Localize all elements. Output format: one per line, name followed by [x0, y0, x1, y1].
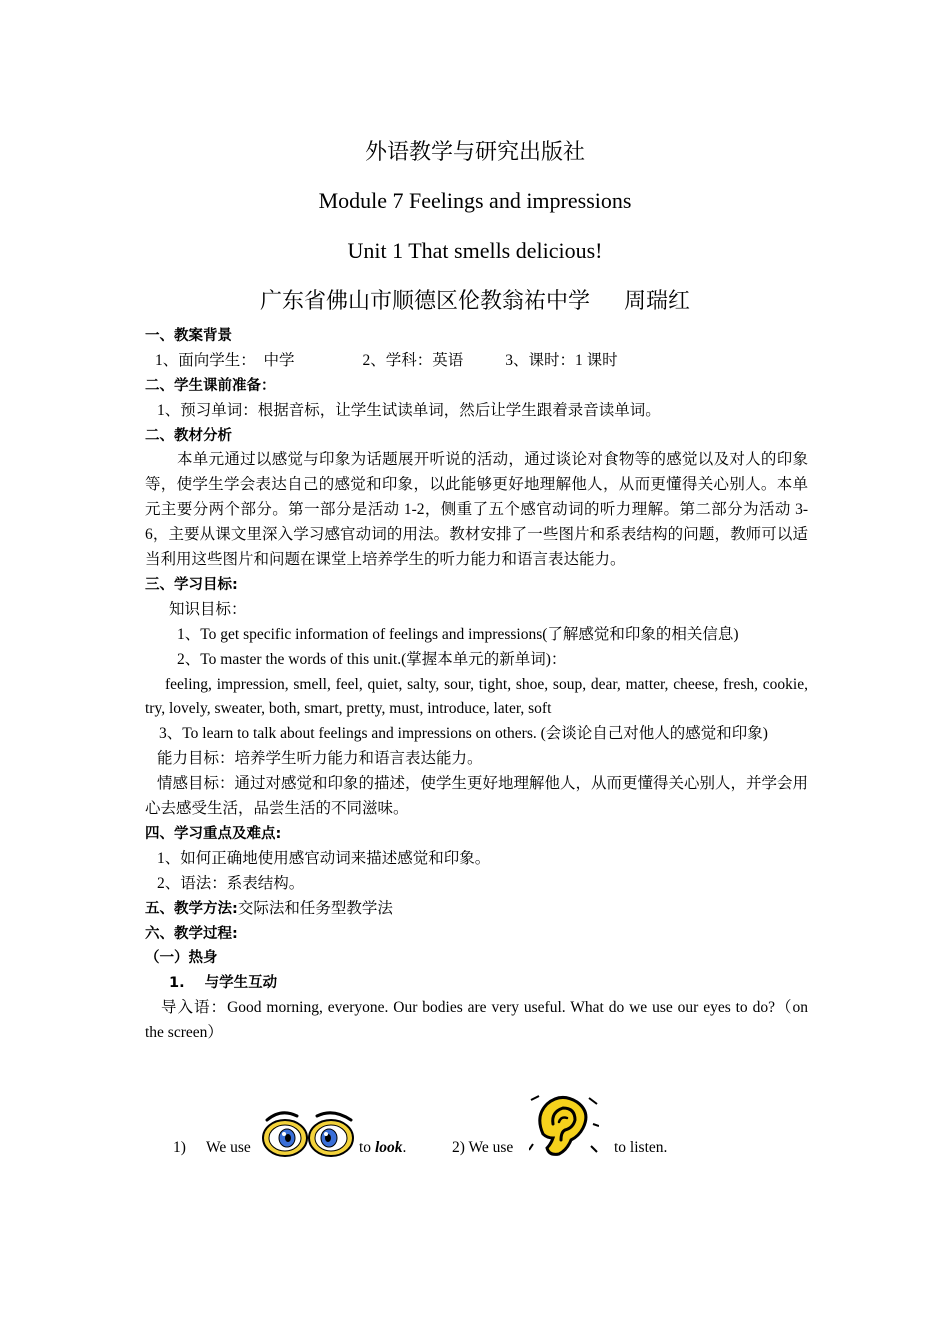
method-text: 交际法和任务型教学法	[237, 899, 393, 917]
goal-item: 1、To get specific information of feelings and impressions(了解感觉和印象的相关信息)	[177, 625, 739, 643]
subject: 2、学科：英语	[362, 351, 464, 369]
school-author-line	[0, 286, 950, 316]
example-2-end: to listen.	[614, 1139, 668, 1156]
module-title: Module 7 Feelings and impressions	[318, 188, 632, 213]
document-body	[145, 324, 808, 1046]
prep-item: 1、预习单词：根据音标，让学生试读单词，然后让学生跟着录音读单词。	[157, 401, 661, 419]
school-name: 广东省佛山市顺德区伦教翁祐中学	[259, 288, 590, 313]
example-1-start: We use	[206, 1139, 251, 1156]
section-heading: 二、教材分析	[145, 427, 232, 444]
example-sentences	[145, 1094, 808, 1166]
section-heading: 一、教案背景	[145, 328, 232, 344]
section-heading: 二、学生课前准备：	[145, 377, 276, 394]
example-2-start: 2) We use	[452, 1139, 514, 1156]
section-heading: 三、学习目标:	[145, 576, 238, 593]
word-list: feeling, impression, smell, feel, quiet, salty, sour, tight, shoe, soup, dear, matter, cheese, fresh, cookie, try, lovely, sweater, both, smart, pretty, must, introduce, later, soft	[145, 675, 808, 718]
analysis-paragraph: 本单元通过以感觉与印象为话题展开听说的活动，通过谈论对食物等的感觉以及对人的印象等，使学生学会表达自己的感觉和印象，以此能够更好地理解他人，从而更懂得关心别人。本单元主要分两个部分。第一部分是活动 1-2，侧重了五个感官动词的听力理解。第二部分为活动 3-6，主要从课文里深入学习感官动词的用法。教材安排了一些图片和系表结构的问题，教师可以适当利用这些图片和问题在课堂上培养学生的听力能力和语言表达能力。	[145, 451, 808, 569]
author-name: 周瑞红	[624, 288, 691, 313]
ear-icon	[529, 1094, 599, 1158]
goal-item: 2、To master the words of this unit.(掌握本单元的新单词)：	[177, 650, 567, 668]
background-info	[145, 349, 808, 374]
ability-goal: 能力目标：培养学生听力能力和语言表达能力。	[157, 750, 483, 768]
section-heading: 六、教学过程:	[145, 925, 238, 942]
section-heading: 五、教学方法:	[145, 900, 238, 917]
goal-item: 3、To learn to talk about feelings and impressions on others. (会谈论自己对他人的感觉和印象)	[159, 725, 768, 743]
example-1-number: 1)	[173, 1139, 186, 1156]
intro-text: 导入语：Good morning, everyone. Our bodies are very useful. What do we use our eyes to do?（on the screen）	[145, 999, 808, 1042]
target-students: 1、面向学生： 中学	[155, 351, 295, 369]
method-line	[145, 897, 808, 922]
section-heading: 四、学习重点及难点:	[145, 825, 282, 842]
knowledge-goal-label: 知识目标：	[169, 600, 247, 618]
step-number: 1.	[169, 975, 185, 992]
unit-title: Unit 1 That smells delicious!	[347, 238, 603, 263]
publisher-title: 外语教学与研究出版社	[364, 139, 585, 164]
key-point: 1、如何正确地使用感官动词来描述感觉和印象。	[157, 849, 491, 867]
key-point: 2、语法：系表结构。	[157, 874, 305, 892]
step-heading	[145, 971, 808, 996]
eyes-icon	[259, 1106, 359, 1158]
subsection-heading: （一）热身	[145, 950, 218, 967]
step-title: 与学生互动	[204, 975, 278, 992]
emotion-goal: 情感目标：通过对感觉和印象的描述，使学生更好地理解他人，从而更懂得关心别人，并学会用心去感受生活，品尝生活的不同滋味。	[145, 775, 809, 818]
period: 3、课时：1 课时	[505, 351, 618, 369]
example-1-end: to look.	[359, 1139, 407, 1156]
